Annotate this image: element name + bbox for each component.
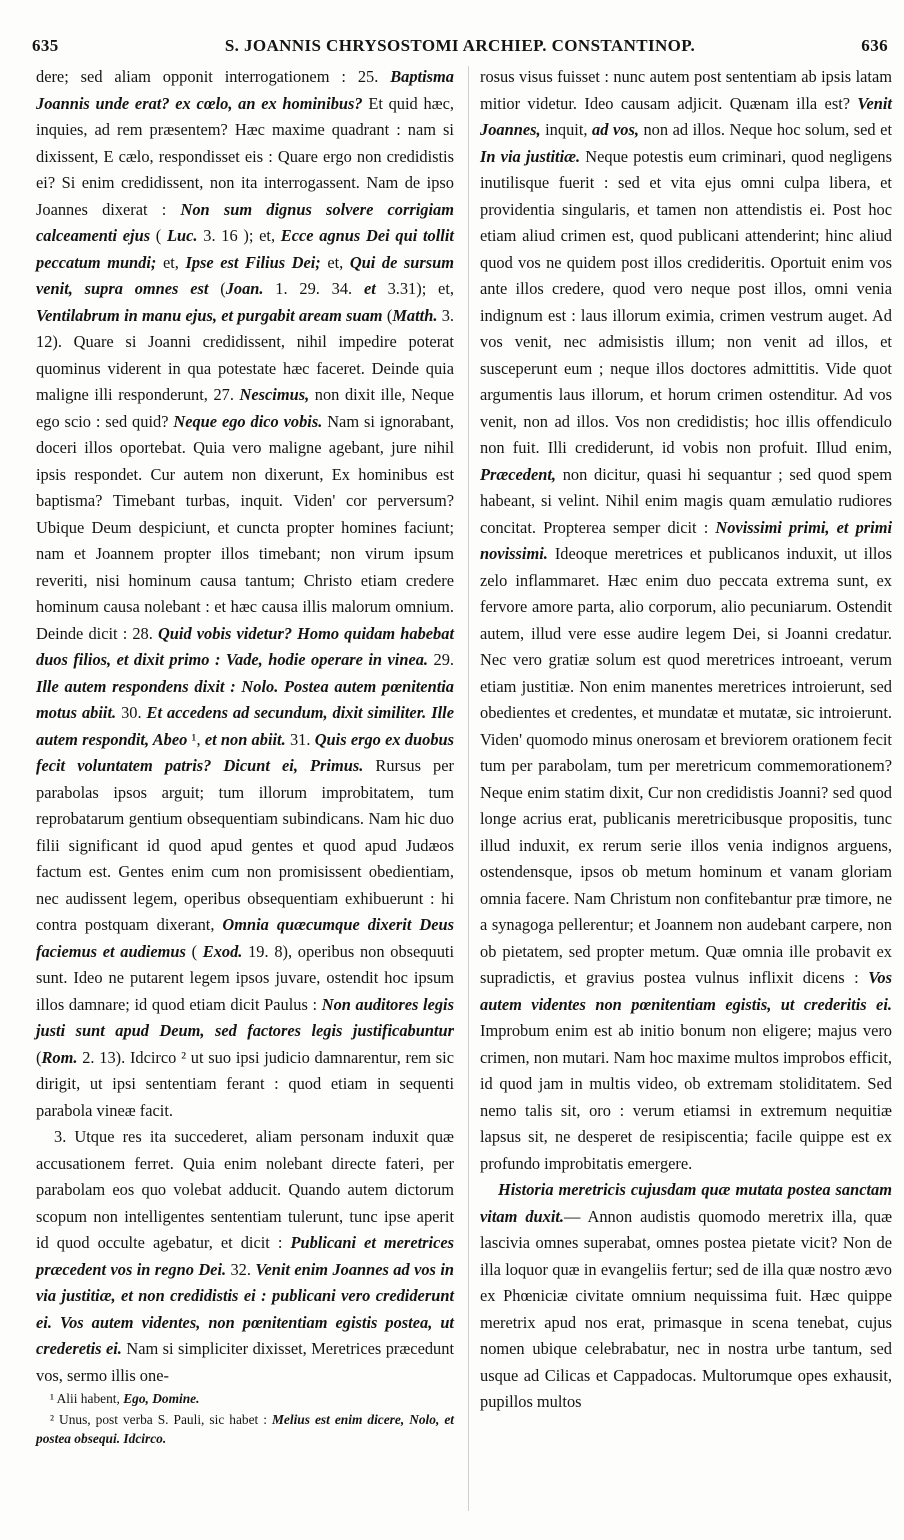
text-run: ( xyxy=(150,226,167,245)
text-run: Neque potestis eum criminari, quod negligens inutilisque fuerit : sed et vita ejus omni culpa libera, et providentia singularis, et tamen non attendistis ei. Post hoc etiam aliud crimen est, quod publicani attenderint; hinc aliud quod vos ne quidem post illos credideritis. Oportuit enim vos ante illos credere, quod vero neque post illos, omni venia indignum est : laus illorum eximia, crimen vestrum auget. Ad vos venit, nec admisistis illum; non venit ad illos, et susceperunt eum ; neque illos doctores admittitis. Vide quot argumentis laus illorum, et horum crimen ostenditur. Ad vos venit, non ad illos. Vos non credidistis; hoc illis offendiculo non fuit. Illi crediderunt, id vobis non profuit. Illud enim, xyxy=(480,146,892,457)
italic-run: Præcedent, xyxy=(480,464,557,484)
text-run: Ideoque meretrices et publicanos induxit, ut illos zelo inflammaret. Hæc enim duo peccata extrema sunt, ex fervore amore parta, alio corporum, alio pecuniarum. Ostendit autem, illud vere esse audire legem Dei, si Joanni credatur. Nec vero gratiæ solum est quod meretrices introeant, verum etiam justitiæ. Non enim manentes meretrices introierunt, sed obedientes et credentes, et mundatæ et mutatæ, sic introierunt. Viden' quomodo minus onerosam et breviorem orationem fecit tum per parabolam, tum per meretricum commemorationem? Neque enim statim dixit, Cur non credidistis Joanni? sed quod longe acrius erat, publicanis meretricibusque propositis, tunc illud induxit, ex rerum serie illos venia indignos arguens, ostendensque, ipsos ob metum hominum et vanam gloriam omnia facere. Nam Christum non confitebantur præ timore, ne a synagoga pellerentur; et Joannem non audebant carpere, non ob pietatem, sed propter metum. Quæ omnia ille probavit ex supradictis, et gravius postea vulnus inflixit dicens : xyxy=(480,544,892,987)
text-run: — Annon audistis quomodo meretrix illa, quæ lascivia omnes superabat, omnes postea pietate vicit? Non de illa loquor quæ in evangeliis fertur; sed de illa quæ nostro ævo ex Phœniciæ civitate omnium nequissima fuit. Hæc quippe meretrix apud nos erat, primasque in scena tenebat, cujus nomen ubique celebrabatur, nec in nostra urbe tantum, sed usque ad Cilicas et Cappadocas. Multorumque opes exhausit, pupillos multos xyxy=(480,1206,893,1411)
italic-run: Joan. xyxy=(225,279,264,298)
italic-run: Quis ergo ex duobus fecit voluntatem patris? Dicunt ei, Primus. xyxy=(36,729,455,775)
text-run: 19. 8), operibus non obsequuti sunt. Ideo ne putarent legem ipsos juvare, ostendit hoc ipsum illos damnare; id quod etiam dicit Paulus : xyxy=(36,941,455,1014)
italic-run: Qui de sursum venit, supra omnes est xyxy=(36,252,455,298)
text-run: non ad illos. Neque hoc solum, sed et xyxy=(638,120,892,139)
text-run: ( xyxy=(36,1047,42,1067)
text-run: Improbum enim est ab initio bonum non eligere; majus vero crimen, non mutari. Nam hoc maxime multos improbos efficit, id quod jam in multis video, ob extremam stoliditatem. Sed nemo talis sit, oro : verum etiamsi in extremum nequitiæ lapsus sit, ne desperet de resipiscentia; facile quippe est ex profundo improbitatis emergere. xyxy=(480,1021,892,1173)
text-run: Rursus per parabolas ipsos arguit; tum illorum improbitatem, tum reprobatarum gentium obsequentiam subindicans. Nam hic duo filii significant id quod apud gentes et quod apud Judæos factum est. Gentes enim cum non promisissent obedientiam, nec audissent legem, operibus obsequentiam exhibuerunt : hi contra postquam dixerant, xyxy=(36,756,454,934)
italic-run: Rom. xyxy=(41,1047,78,1067)
italic-run: Et accedens ad secundum, dixit similiter. Ille autem respondit, Abeo xyxy=(36,703,454,749)
text-run: Nam si ignorabant, doceri illos oportebat. Quia vero maligne agebant, jure nihil ipsis respondet. Cur autem non dixerunt, Ex hominibus est baptisma? Timebant turbas, inquit. Viden' cor perversum? Ubique Deum despiciunt, et cuncta propter homines faciunt; nam et Joannem propter illos timebant; non virum ipsum reveriti, nisi hominum causa tantum; Christo etiam credere hominum causa nolebant : et hæc causa illis malorum omnium. Deinde dicit : 28. xyxy=(36,411,454,643)
footnote xyxy=(36,1410,454,1448)
paragraph xyxy=(480,1177,892,1416)
paragraph xyxy=(36,1124,454,1389)
italic-run: Ille autem respondens dixit : Nolo. Postea autem pœnitentia motus abiit. xyxy=(36,676,454,722)
italic-run: Publicani et meretrices præcedent vos in regno Dei. xyxy=(36,1233,455,1279)
running-header xyxy=(32,36,888,62)
italic-run: Ecce agnus Dei qui tollit peccatum mundi; xyxy=(36,226,454,272)
text-run: non dixit ille, Neque ego scio : sed quid? xyxy=(36,385,455,431)
page-number-left: 635 xyxy=(32,36,59,55)
italic-run: Historia meretricis cujusdam quæ mutata postea sanctam vitam duxit. xyxy=(480,1180,892,1226)
text-run: et, xyxy=(156,252,186,272)
italic-run: et non abiit. xyxy=(204,729,286,749)
italic-run: Novissimi primi, et primi novissimi. xyxy=(480,517,893,563)
italic-run: Ipse est Filius Dei; xyxy=(185,252,321,272)
text-run: ¹, xyxy=(187,729,205,749)
left-column xyxy=(36,64,454,1448)
paragraph xyxy=(480,64,892,1177)
text-run: 1. 29. 34. xyxy=(263,279,364,298)
italic-run: et xyxy=(363,279,376,298)
italic-run: Melius est enim dicere, Nolo, et postea obsequi. Idcirco. xyxy=(36,1412,454,1446)
text-run: 32. xyxy=(226,1259,256,1279)
text-run: Et quid hæc, inquies, ad rem præsentem? Hæc maxime quadrant : nam si dixissent, E cælo, respondisset eis : Quare ergo non credidistis ei? Si enim credidissent, non ita interrogassent. Nam de ipso Joannes dixerat : xyxy=(36,93,454,219)
running-title: S. JOANNIS CHRYSOSTOMI ARCHIEP. CONSTANTINOP. xyxy=(224,36,696,55)
text-run: ( xyxy=(208,279,226,298)
text-run: 2. 13). Idcirco ² ut suo ipsi judicio damnarentur, rem sic dirigit, ut ipsi sententiam ferant : quod etiam in sequenti parabola vineæ facit. xyxy=(36,1047,454,1120)
italic-run: Vos autem videntes non pœnitentiam egistis, ut crederitis ei. xyxy=(480,968,892,1014)
italic-run: Luc. xyxy=(167,226,198,245)
text-run: rosus visus fuisset : nunc autem post sententiam ab ipsis latam mitior videtur. Ideo causam adjicit. Quænam illa est? xyxy=(480,67,892,113)
column-divider xyxy=(468,66,469,1511)
text-run: dere; sed aliam opponit interrogationem : 25. xyxy=(36,67,391,86)
text-run: 29. xyxy=(428,650,454,669)
italic-run: Nescimus, xyxy=(239,385,310,404)
text-run: 31. xyxy=(285,729,315,749)
italic-run: In via justitiæ. xyxy=(480,146,581,166)
paragraph xyxy=(36,64,454,1124)
italic-run: Matth. xyxy=(392,305,438,325)
text-run: Nam si simpliciter dixisset, Meretrices præcedunt vos, sermo illis one- xyxy=(36,1339,454,1385)
text-run: 3. 16 ); et, xyxy=(197,226,281,245)
italic-run: Venit Joannes, xyxy=(480,93,892,139)
italic-run: ad vos, xyxy=(592,120,639,139)
italic-run: Baptisma Joannis unde erat? ex cœlo, an ex hominibus? xyxy=(36,67,454,113)
italic-run: Non sum dignus solvere corrigiam calceamenti ejus xyxy=(36,199,454,245)
text-run: ² Unus, post verba S. Pauli, sic habet : xyxy=(50,1412,273,1427)
text-run: ¹ Alii habent, xyxy=(50,1391,124,1406)
italic-run: Omnia quæcumque dixerit Deus faciemus et audiemus xyxy=(36,915,454,961)
text-run: ( xyxy=(382,305,393,325)
text-run: 3.31); et, xyxy=(375,279,454,298)
italic-run: Venit enim Joannes ad vos in via justitiæ, et non credidistis ei : publicani vero crediderunt ei. Vos autem videntes, non pœnitentiam egistis postea, ut crederetis ei. xyxy=(36,1259,454,1358)
italic-run: Ventilabrum in manu ejus, et purgabit aream suam xyxy=(36,305,383,325)
italic-run: Quid vobis videtur? Homo quidam habebat duos filios, et dixit primo : Vade, hodie operare in vinea. xyxy=(36,623,454,669)
text-run: 3. 12). Quare si Joanni credidissent, nihil impedire poterat quominus viderent in qua potestate hæc faceret. Deinde quia maligne illi responderunt, 27. xyxy=(36,305,455,404)
right-column xyxy=(480,64,892,1416)
italic-run: Neque ego dico vobis. xyxy=(173,411,323,431)
text-run: et, xyxy=(320,252,350,272)
text-run: non dicitur, quasi hi sequantur ; sed quod spem habeant, si velint. Nihil enim magis quam æmulatio rudiores concitat. Propterea semper dicit : xyxy=(480,464,892,537)
footnote xyxy=(36,1389,454,1408)
text-run: ( xyxy=(185,941,203,961)
text-run: inquit, xyxy=(540,120,593,139)
text-run: 30. xyxy=(116,703,147,722)
page-number-right: 636 xyxy=(861,36,888,55)
italic-run: Non auditores legis justi sunt apud Deum, sed factores legis justificabuntur xyxy=(36,994,454,1040)
italic-run: Exod. xyxy=(202,941,243,961)
italic-run: Ego, Domine. xyxy=(123,1391,200,1406)
text-run: 3. Utque res ita succederet, aliam personam induxit quæ accusationem ferret. Quia enim nolebant directe fateri, per parabolam eos quo volebat adducit. Quando autem dictorum scopum non intelligentes sententiam tulerunt, tunc ipse aperit id quod occulte agebatur, et dicit : xyxy=(36,1127,454,1252)
